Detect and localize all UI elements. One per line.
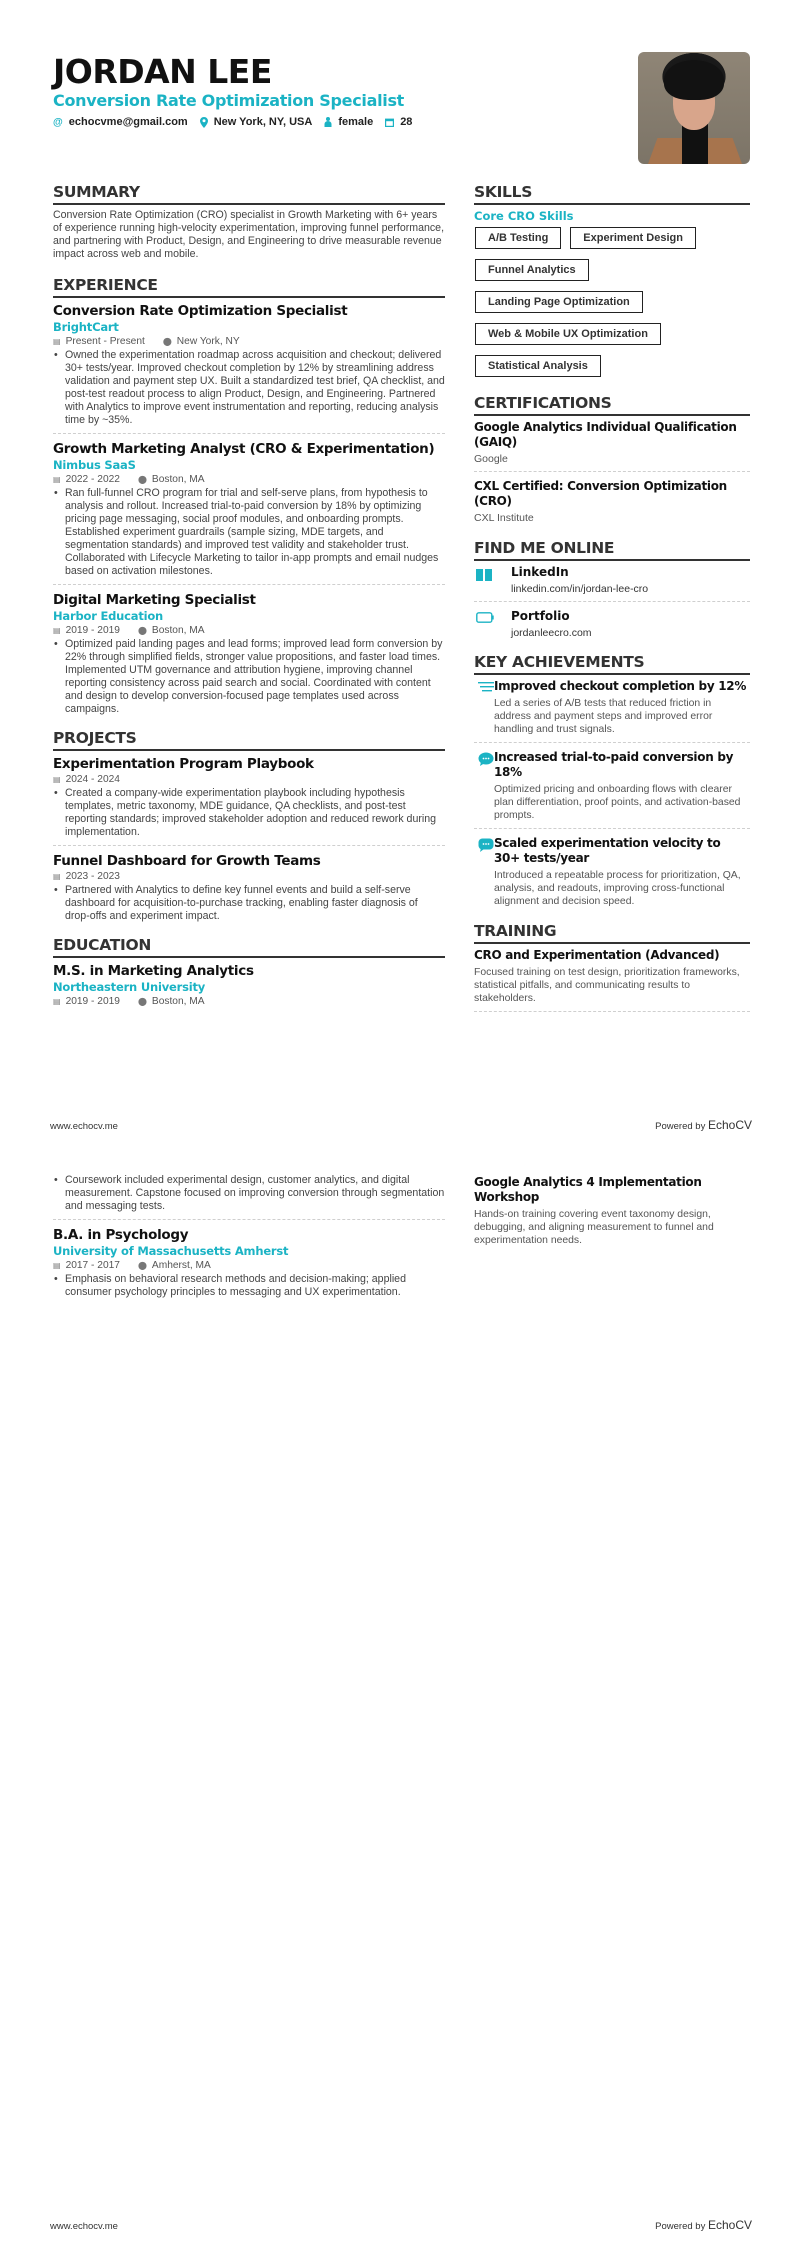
map-pin-icon: ⬤ (162, 337, 172, 346)
location-text: New York, NY, USA (213, 116, 313, 128)
summary-heading: SUMMARY (53, 182, 445, 205)
gender-text: female (338, 116, 374, 128)
calendar-icon: ▤ (53, 475, 61, 484)
certification-title: CXL Certified: Conversion Optimization (CRO) (474, 479, 727, 508)
education-location: Boston, MA (151, 996, 205, 1007)
brand-name: EchoCV (707, 2218, 752, 2232)
experience-item (53, 591, 445, 722)
company-name: Nimbus SaaS (53, 458, 136, 472)
project-dates: 2023 - 2023 (65, 871, 120, 882)
projects-heading: PROJECTS (53, 728, 445, 751)
online-item-portfolio[interactable] (474, 609, 750, 645)
achievement-item (474, 836, 750, 914)
map-pin-icon: ⬤ (137, 997, 147, 1006)
project-item (53, 755, 445, 846)
education-meta (53, 995, 445, 1008)
online-label: LinkedIn (511, 565, 569, 579)
experience-section (53, 275, 445, 722)
online-item-linkedin[interactable] (474, 565, 750, 602)
chat-bubble-icon (474, 750, 494, 822)
left-column-continued (53, 1173, 445, 1311)
certification-title: Google Analytics Individual Qualification (GAIQ) (474, 420, 737, 449)
calendar-icon: ▤ (53, 626, 61, 635)
training-title: CRO and Experimentation (Advanced) (474, 948, 720, 962)
calendar-icon: ▤ (53, 1261, 61, 1270)
experience-item (53, 302, 445, 434)
online-label: Portfolio (511, 609, 570, 623)
contact-location (200, 116, 313, 128)
resume-page-2 (0, 1123, 794, 2246)
certification-issuer: Google (474, 453, 508, 465)
skill-chip: A/B Testing (475, 227, 561, 249)
education-item (53, 962, 445, 1008)
project-bullet: • Partnered with Analytics to define key funnel events and build a self-serve dashboard for acquisition-to-purchase tracking, enabling faster diagnosis of drop-offs and experiment impact. (53, 884, 445, 923)
certification-item (474, 479, 750, 530)
job-title: Growth Marketing Analyst (CRO & Experimentation) (53, 441, 435, 457)
lines-icon (474, 679, 494, 736)
education-dates: 2019 - 2019 (65, 996, 120, 1007)
degree-title: B.A. in Psychology (53, 1227, 189, 1243)
job-dates: 2019 - 2019 (65, 625, 120, 636)
calendar-icon: ▤ (53, 337, 61, 346)
map-pin-icon (200, 117, 208, 128)
company-name: Harbor Education (53, 609, 164, 623)
summary-text: Conversion Rate Optimization (CRO) specialist in Growth Marketing with 6+ years of experience running high-velocity experimentation, improving funnel performance, and partnering with Product, Design, and Engineering to drive measurable revenue impact across web and mobile. (53, 209, 445, 260)
job-meta (53, 473, 445, 486)
profile-photo (638, 52, 750, 164)
job-title: Digital Marketing Specialist (53, 592, 256, 608)
projects-section (53, 728, 445, 929)
project-dates: 2024 - 2024 (65, 774, 120, 785)
left-column (53, 182, 445, 1008)
skill-chip: Web & Mobile UX Optimization (475, 323, 661, 345)
certifications-heading: CERTIFICATIONS (474, 393, 750, 416)
experience-item (53, 440, 445, 585)
job-bullet: • Optimized paid landing pages and lead forms; improved lead form conversion by 22% through simplified fields, stronger value propositions, and faster load times. Implemented UTM governance and attribution hygiene, improving channel reporting consistency across paid search and social. Coordinated with content and design to develop conversion-focused page templates used across campaigns. (53, 638, 445, 716)
achievement-title: Scaled experimentation velocity to 30+ tests/year (494, 836, 721, 865)
candidate-name: JORDAN LEE (53, 52, 272, 91)
job-location: Boston, MA (151, 474, 205, 485)
online-section (474, 538, 750, 645)
education-heading: EDUCATION (53, 935, 445, 958)
powered-by-text: Powered by (655, 2221, 708, 2232)
project-title: Experimentation Program Playbook (53, 756, 314, 772)
calendar-icon: ▤ (53, 775, 61, 784)
calendar-icon (385, 118, 394, 127)
education-item-continued (53, 1174, 445, 1220)
job-location: New York, NY (176, 336, 240, 347)
map-pin-icon: ⬤ (137, 626, 147, 635)
training-heading: TRAINING (474, 921, 750, 944)
contact-age (385, 116, 412, 128)
education-bullet: • Coursework included experimental design, customer analytics, and digital measurement. Capstone focused on improving conversion through segmentation and messaging tests. (53, 1174, 445, 1213)
powered-by-text: Powered by (655, 1121, 708, 1132)
skill-chip: Experiment Design (570, 227, 696, 249)
right-column-continued (474, 1175, 750, 1260)
education-item (53, 1226, 445, 1305)
job-title: Conversion Rate Optimization Specialist (53, 303, 348, 319)
person-icon (324, 117, 332, 127)
chat-bubble-icon (474, 836, 494, 908)
skills-section (474, 182, 750, 387)
project-item (53, 852, 445, 929)
education-bullet: • Emphasis on behavioral research methods and decision-making; applied consumer psychology principles to messaging and UX experimentation. (53, 1273, 445, 1299)
achievements-section (474, 652, 750, 914)
skill-chip: Statistical Analysis (475, 355, 601, 377)
summary-section (53, 182, 445, 261)
job-bullet: • Ran full-funnel CRO program for trial and self-serve plans, from hypothesis to analysis and rollout. Increased trial-to-paid conversion by 18% by optimizing pricing page messaging, social proof modules, and onboarding prompts. Established experiment guardrails (sample sizing, MDE targets, and segmentation standards) and improved test validity and stakeholder trust. Collaborated with Lifecycle Marketing to tailor in-app prompts and email nudges based on activation milestones. (53, 487, 445, 578)
skill-chip: Funnel Analytics (475, 259, 589, 281)
footer-site[interactable]: www.echocv.me (50, 1121, 118, 1132)
project-bullet: • Created a company-wide experimentation playbook including hypothesis templates, metric taxonomy, MDE guidance, QA checklists, and post-test reporting standards; improved stakeholder adoption and reduced rework during implementation. (53, 787, 445, 839)
contact-row (53, 116, 613, 128)
calendar-icon: ▤ (53, 997, 61, 1006)
online-url[interactable]: linkedin.com/in/jordan-lee-cro (511, 583, 649, 595)
education-meta (53, 1259, 445, 1272)
achievement-title: Improved checkout completion by 12% (494, 679, 747, 693)
education-section (53, 935, 445, 1008)
training-section (474, 921, 750, 1012)
online-heading: FIND ME ONLINE (474, 538, 750, 561)
training-title: Google Analytics 4 Implementation Workshop (474, 1175, 702, 1204)
contact-email[interactable] (53, 116, 188, 128)
job-dates: 2022 - 2022 (65, 474, 120, 485)
book-icon (474, 565, 511, 595)
page-footer (50, 2218, 752, 2232)
map-pin-icon: ⬤ (137, 475, 147, 484)
map-pin-icon: ⬤ (137, 1261, 147, 1270)
training-item (474, 1175, 750, 1253)
certification-issuer: CXL Institute (474, 512, 534, 524)
email-text: echocvme@gmail.com (68, 116, 188, 128)
school-name: University of Massachusetts Amherst (53, 1244, 289, 1258)
education-location: Amherst, MA (151, 1260, 211, 1271)
achievements-heading: KEY ACHIEVEMENTS (474, 652, 750, 675)
company-name: BrightCart (53, 320, 119, 334)
online-url[interactable]: jordanleecro.com (511, 627, 592, 639)
project-meta (53, 773, 445, 786)
education-dates: 2017 - 2017 (65, 1260, 120, 1271)
training-desc: Hands-on training covering event taxonomy design, debugging, and aligning measurement to funnel and experimentation needs. (474, 1209, 714, 1246)
certifications-section (474, 393, 750, 530)
skill-category: Core CRO Skills (474, 209, 574, 223)
achievement-item (474, 750, 750, 829)
brand-name: EchoCV (707, 1118, 752, 1132)
training-desc: Focused training on test design, prioritization frameworks, statistical pitfalls, and communicating results to stakeholders. (474, 967, 740, 1004)
experience-heading: EXPERIENCE (53, 275, 445, 298)
contact-gender (324, 116, 373, 128)
skill-chips (474, 227, 750, 387)
battery-icon (474, 609, 511, 639)
at-icon: @ (53, 116, 63, 128)
achievement-title: Increased trial-to-paid conversion by 18% (494, 750, 734, 779)
job-bullet: • Owned the experimentation roadmap across acquisition and checkout; delivered 30+ tests/year. Improved checkout completion by 12% by streamlining address validation and payment step UX. Built a standardized test brief, QA checklist, and post-test readout process to align Product, Design, and Engineering. Partnered with Analytics to improve event instrumentation and reporting, reducing analysis time by ~35%. (53, 349, 445, 427)
achievement-item (474, 679, 750, 743)
school-name: Northeastern University (53, 980, 206, 994)
achievement-desc: Led a series of A/B tests that reduced friction in address and payment steps and improved error handling and trust signals. (494, 698, 713, 735)
right-column (474, 182, 750, 1019)
project-meta (53, 870, 445, 883)
calendar-icon: ▤ (53, 872, 61, 881)
training-item (474, 948, 750, 1012)
resume-header (53, 54, 613, 128)
footer-powered (655, 2218, 752, 2232)
skill-chip: Landing Page Optimization (475, 291, 643, 313)
project-title: Funnel Dashboard for Growth Teams (53, 853, 321, 869)
achievement-desc: Introduced a repeatable process for prioritization, QA, analysis, and readouts, improving cross-functional alignment and decision speed. (494, 870, 741, 907)
job-location: Boston, MA (151, 625, 205, 636)
skills-heading: SKILLS (474, 182, 750, 205)
achievement-desc: Optimized pricing and onboarding flows with clearer plan differentiation, proof points, and activation-based prompts. (494, 784, 741, 821)
degree-title: M.S. in Marketing Analytics (53, 963, 254, 979)
age-text: 28 (400, 116, 413, 128)
certification-item (474, 420, 750, 472)
job-meta (53, 624, 445, 637)
job-dates: Present - Present (65, 336, 145, 347)
footer-site[interactable]: www.echocv.me (50, 2221, 118, 2232)
candidate-title: Conversion Rate Optimization Specialist (53, 91, 405, 110)
job-meta (53, 335, 445, 348)
